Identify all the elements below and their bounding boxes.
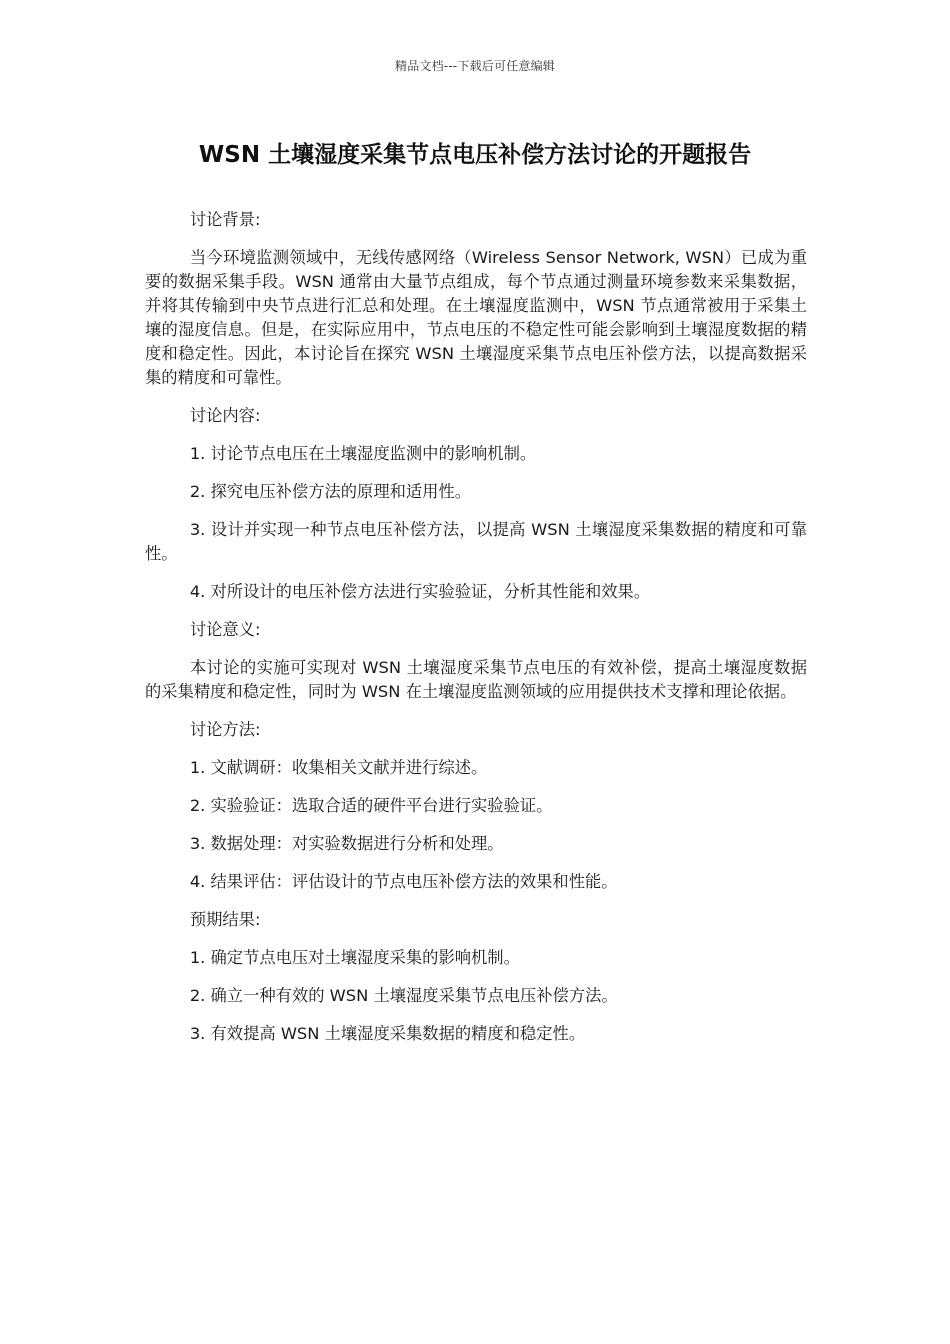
list-item: 1. 讨论节点电压在土壤湿度监测中的影响机制。 <box>189 444 537 463</box>
list-item: 1. 确定节点电压对土壤湿度采集的影响机制。 <box>189 948 520 967</box>
section-heading-significance: 讨论意义: <box>189 620 261 639</box>
list-item: 3. 设计并实现一种节点电压补偿方法，以提高 WSN 土壤湿度采集数据的精度和可靠性。 <box>145 520 807 563</box>
paragraph-significance: 本讨论的实施可实现对 WSN 土壤湿度采集节点电压的有效补偿，提高土壤湿度数据的采集精度和稳定性，同时为 WSN 在土壤湿度监测领域的应用提供技术支撑和理论依据。 <box>145 658 807 701</box>
document-body <box>145 208 807 1060</box>
list-item: 4. 对所设计的电压补偿方法进行实验验证，分析其性能和效果。 <box>189 582 651 601</box>
list-item: 2. 探究电压补偿方法的原理和适用性。 <box>189 482 472 501</box>
section-heading-methods: 讨论方法: <box>189 720 261 739</box>
document-title: WSN 土壤湿度采集节点电压补偿方法讨论的开题报告 <box>198 142 752 168</box>
section-heading-background: 讨论背景: <box>189 210 261 229</box>
section-heading-expected-results: 预期结果: <box>189 910 261 929</box>
list-item: 3. 有效提高 WSN 土壤湿度采集数据的精度和稳定性。 <box>189 1024 586 1043</box>
paragraph-background: 当今环境监测领域中，无线传感网络（Wireless Sensor Network, WSN）已成为重要的数据采集手段。WSN 通常由大量节点组成，每个节点通过测量环境参数来采集数据，并将其传输到中央节点进行汇总和处理。在土壤湿度监测中，WSN 节点通常被用于采集土壤的湿度信息。但是，在实际应用中，节点电压的不稳定性可能会影响到土壤湿度数据的精度和稳定性。因此，本讨论旨在探究 WSN 土壤湿度采集节点电压补偿方法，以提高数据采集的精度和可靠性。 <box>145 248 807 387</box>
header-note: 精品文档---下载后可任意编辑 <box>395 59 555 73</box>
section-heading-content: 讨论内容: <box>189 406 261 425</box>
list-item: 2. 确立一种有效的 WSN 土壤湿度采集节点电压补偿方法。 <box>189 986 618 1005</box>
list-item: 4. 结果评估：评估设计的节点电压补偿方法的效果和性能。 <box>189 872 618 891</box>
list-item: 3. 数据处理：对实验数据进行分析和处理。 <box>189 834 504 853</box>
list-item: 1. 文献调研：收集相关文献并进行综述。 <box>189 758 488 777</box>
list-item: 2. 实验验证：选取合适的硬件平台进行实验验证。 <box>189 796 553 815</box>
